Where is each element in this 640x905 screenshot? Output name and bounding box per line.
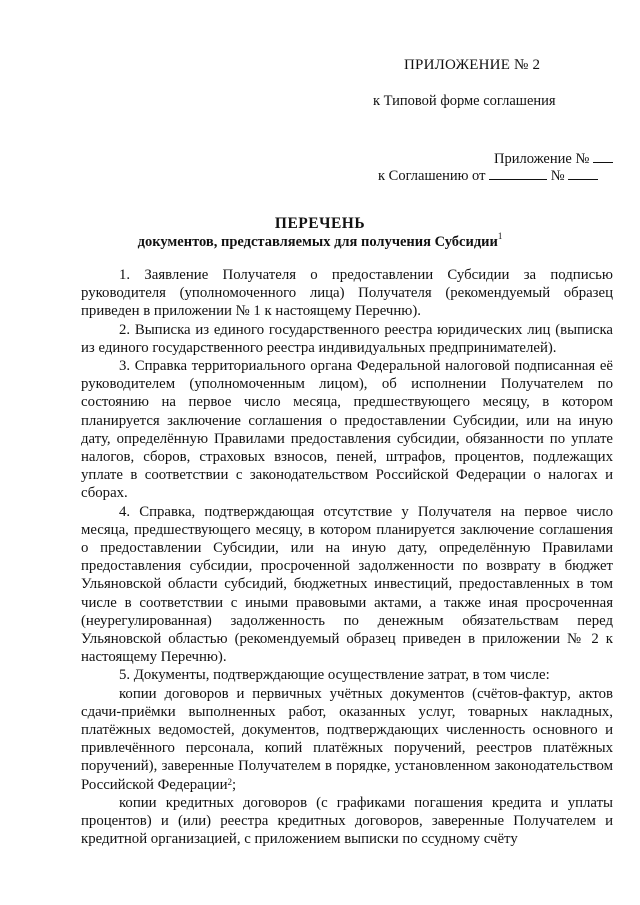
appendix-reference: к Типовой форме соглашения: [373, 93, 556, 109]
document-body: [81, 266, 613, 849]
agreement-date-label: к Соглашению от: [378, 168, 486, 184]
agreement-number-blank: [568, 166, 598, 180]
appendix-number-blank: [593, 149, 613, 163]
paragraph-5-item-2: копии кредитных договоров (с графиками погашения кредита и уплаты процентов) и (или) реестра кредитных договоров, заверенные Получателем и кредитной организацией, с приложением выписки по ссудному счёту: [81, 794, 613, 848]
item-text: копии договоров и первичных учётных документов (счётов-фактур, актов сдачи-приёмки выполненных работ, оказанных услуг, товарных накладных, платёжных ведомостей, документов, подтверждающих численность основного и привлечённого персонала, копий платёжных поручений, реестров платёжных поручений), заверенные Получателем в порядке, установленном законодательством Российской Федерации: [81, 685, 613, 793]
paragraph-5-item-1: [81, 685, 613, 794]
paragraph-4: 4. Справка, подтверждающая отсутствие у Получателя на первое число месяца, предшествующего месяцу, в котором планируется заключение соглашения о предоставлении Субсидии, или на иную дату, определённую Правилами предоставления субсидии, просроченной задолженности по возврату в бюджет Ульяновской области субсидий, бюджетных инвестиций, предоставленных в том числе в соответствии с иными правовыми актами, а также иная просроченная (неурегулированная) задолженность по денежным обязательствам перед Ульяновской областью (рекомендуемый образец приведен в приложении № 2 к настоящему Перечню).: [81, 503, 613, 666]
subtitle-footnote-mark: 1: [497, 231, 503, 241]
footnote-mark: 2: [227, 776, 233, 787]
agreement-date-blank: [489, 166, 547, 180]
paragraph-2: 2. Выписка из единого государственного реестра юридических лиц (выписка из единого государственного реестра индивидуальных предпринимателей).: [81, 321, 613, 356]
agreement-number-label: №: [550, 168, 565, 184]
document-title: ПЕРЕЧЕНЬ: [274, 215, 366, 232]
document-subtitle: [0, 231, 640, 251]
paragraph-5: 5. Документы, подтверждающие осуществление затрат, в том числе:: [119, 667, 550, 684]
item-end: ;: [232, 776, 237, 793]
paragraph-3: 3. Справка территориального органа Федеральной налоговой подписанная её руководителем (уполномоченным лицом), об исполнении Получателем по состоянию на первое число месяца, предшествующего месяцу, в котором планируется заключение соглашения о предоставлении Субсидии, или на иную дату, определённую Правилами предоставления субсидии, обязанности по уплате налогов, сборов, страховых взносов, пеней, штрафов, процентов, подлежащих уплате в соответствии с законодательством Российской Федерации о налогах и сборах.: [81, 358, 613, 502]
appendix-number-label: Приложение №: [494, 151, 590, 167]
paragraph-1: 1. Заявление Получателя о предоставлении Субсидии за подписью руководителя (уполномоченного лица) Получателя (рекомендуемый образец приведен в приложении № 1 к настоящему Перечню).: [81, 267, 613, 320]
appendix-heading: ПРИЛОЖЕНИЕ № 2: [404, 57, 541, 73]
subtitle-text: документов, представляемых для получения Субсидии: [137, 234, 498, 250]
agreement-reference-line: [378, 166, 598, 185]
